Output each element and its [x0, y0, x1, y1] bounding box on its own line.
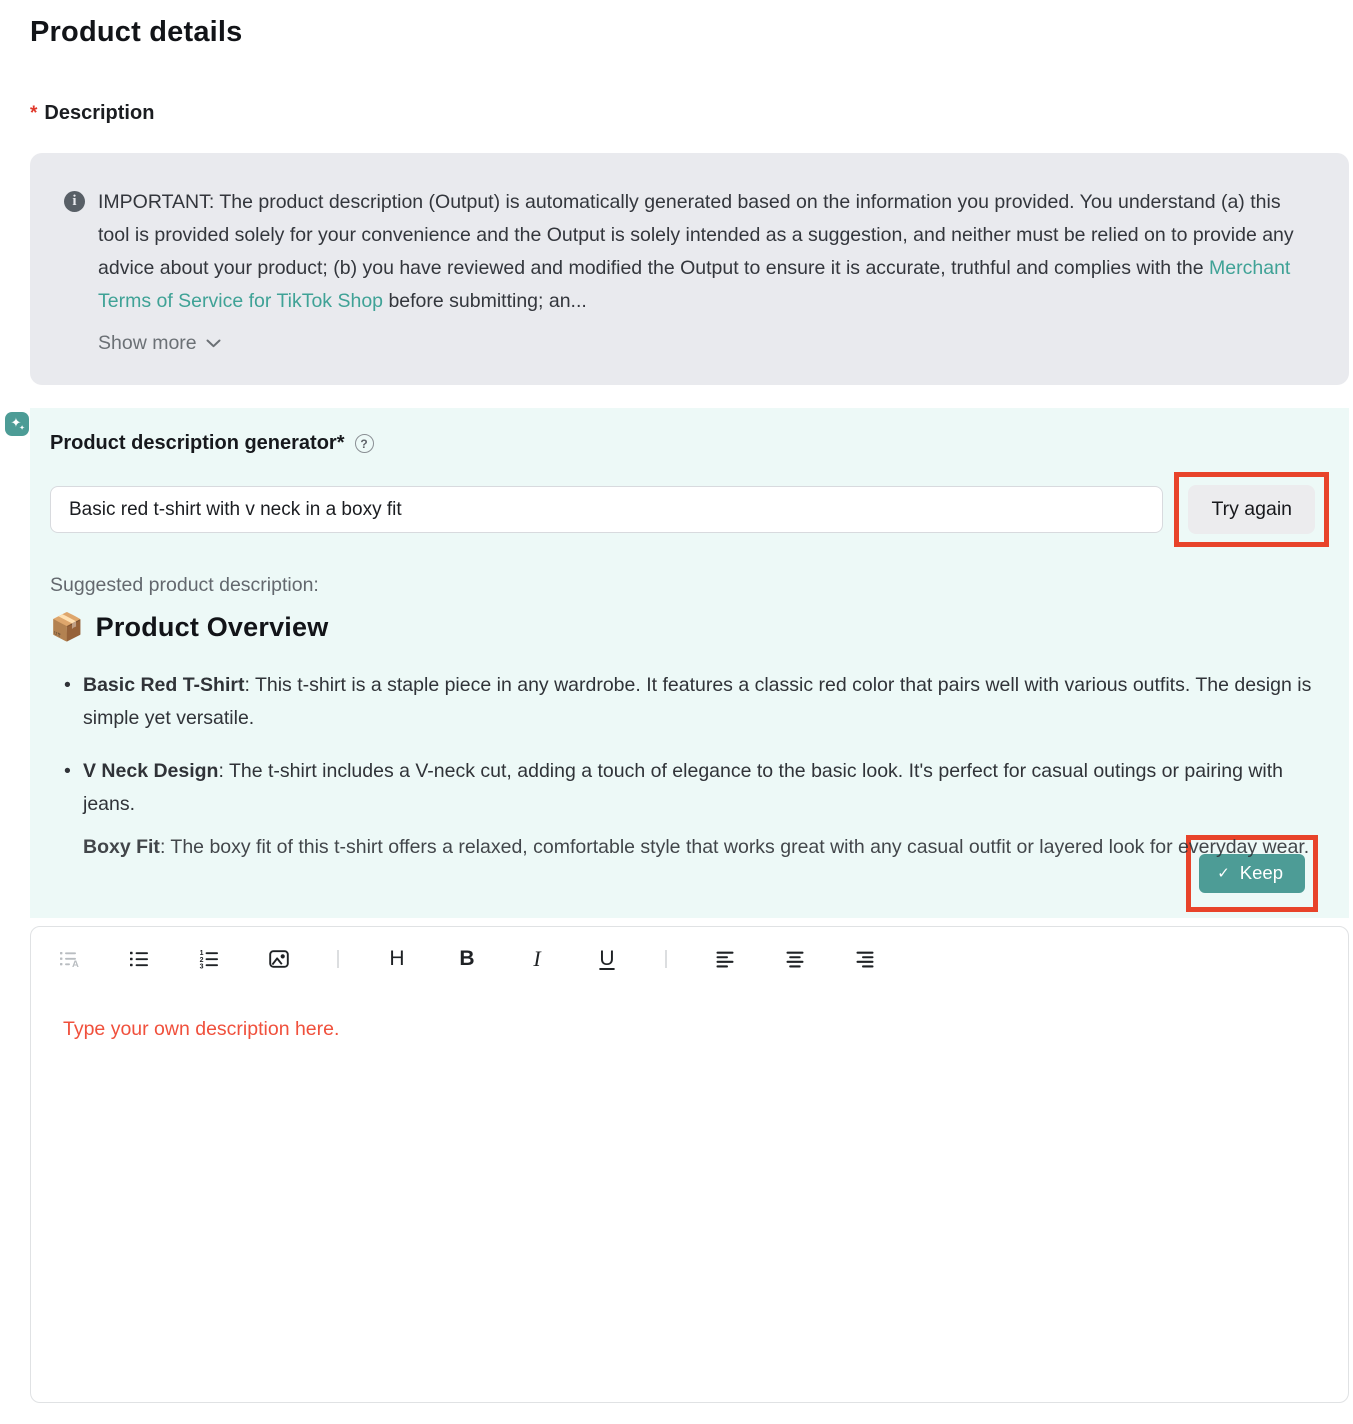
product-overview-heading: [50, 612, 1329, 643]
required-asterisk: *: [30, 103, 38, 124]
heading-button[interactable]: [385, 946, 409, 972]
align-left-button[interactable]: [713, 946, 737, 972]
image-icon: [267, 947, 291, 971]
merchant-terms-link[interactable]: Merchant Terms of Service for TikTok Shop: [98, 257, 1291, 312]
info-icon: i: [64, 191, 85, 212]
description-editor-area[interactable]: [31, 991, 1348, 1404]
svg-text:2: 2: [199, 956, 204, 964]
chevron-down-icon: [206, 339, 221, 348]
underline-button[interactable]: [595, 946, 619, 972]
align-center-button[interactable]: [783, 946, 807, 972]
toolbar-divider: [337, 950, 339, 968]
keep-label: Keep: [1239, 862, 1283, 883]
question-mark-icon[interactable]: ?: [355, 434, 374, 453]
align-left-icon: [713, 947, 737, 971]
suggested-description-label: Suggested product description:: [50, 574, 319, 596]
bullet-text: : The t-shirt includes a V-neck cut, adding a touch of elegance to the basic look. It's perfect for casual outings or pairing with jeans.: [83, 760, 1284, 815]
try-again-annotation: [1174, 472, 1329, 547]
editor-placeholder-text: Type your own description here.: [63, 1018, 340, 1040]
text-format-list-button[interactable]: [57, 946, 81, 972]
show-more-button[interactable]: [98, 332, 221, 355]
heading-icon: H: [389, 947, 405, 970]
notice-text: [98, 186, 1309, 318]
underline-icon: U: [599, 947, 615, 970]
svg-text:A: A: [72, 959, 79, 970]
generator-label: Product description generator*: [50, 432, 345, 454]
sparkles-icon: ✦ ✦: [5, 412, 29, 436]
svg-text:3: 3: [199, 963, 204, 971]
align-right-button[interactable]: [853, 946, 877, 972]
ordered-list-icon: [197, 947, 221, 971]
italic-icon: I: [533, 946, 541, 971]
description-label: Description: [44, 102, 155, 124]
notice-text-after-link: before submitting; an...: [383, 290, 587, 312]
toolbar-divider: [665, 950, 667, 968]
bullet-list-icon: [127, 947, 151, 971]
svg-text:1: 1: [199, 950, 204, 958]
description-editor: [30, 926, 1349, 1403]
overview-title: Product Overview: [95, 612, 329, 642]
bullet-term: Basic Red T-Shirt: [83, 674, 245, 696]
bold-icon: B: [459, 947, 475, 970]
insert-image-button[interactable]: [267, 946, 291, 972]
align-right-icon: [853, 947, 877, 971]
italic-button[interactable]: [525, 946, 549, 972]
align-center-icon: [783, 947, 807, 971]
ordered-list-button[interactable]: [197, 946, 221, 972]
package-emoji-icon: 📦: [50, 612, 84, 642]
check-icon: ✓: [1217, 865, 1230, 882]
important-notice-box: [30, 153, 1349, 385]
description-field-label: [30, 102, 1351, 125]
editor-toolbar: [31, 927, 1348, 991]
description-prompt-input[interactable]: [50, 486, 1163, 533]
notice-text-before-link: IMPORTANT: The product description (Output) is automatically generated based on the information you provided. You understand (a) this tool is provided solely for your convenience and the Output is solely intended as a suggestion, and neither must be relied on to provide any advice about your product; (b) you have reviewed and modified the Output to ensure it is accurate, truthful and complies with the: [98, 191, 1294, 279]
bold-button[interactable]: [455, 946, 479, 972]
suggested-description-bullets: [50, 669, 1329, 821]
page-title: Product details: [30, 16, 243, 48]
try-again-button[interactable]: Try again: [1188, 485, 1315, 534]
bullet-text: : This t-shirt is a staple piece in any wardrobe. It features a classic red color that pairs well with various outfits. The design is simple yet versatile.: [83, 674, 1312, 729]
bullet-term: V Neck Design: [83, 760, 219, 782]
bullet-list-button[interactable]: [127, 946, 151, 972]
product-description-generator-panel: [10, 408, 1349, 918]
bullet-item: [50, 755, 1329, 821]
show-more-label: Show more: [98, 332, 197, 354]
clipped-bullet-line: Boxy Fit: The boxy fit of this t-shirt offers a relaxed, comfortable style that works great with any casual outfit or layered look for everyday wear.: [83, 836, 1310, 858]
text-format-list-icon: [57, 947, 81, 971]
bullet-item: [50, 669, 1329, 735]
